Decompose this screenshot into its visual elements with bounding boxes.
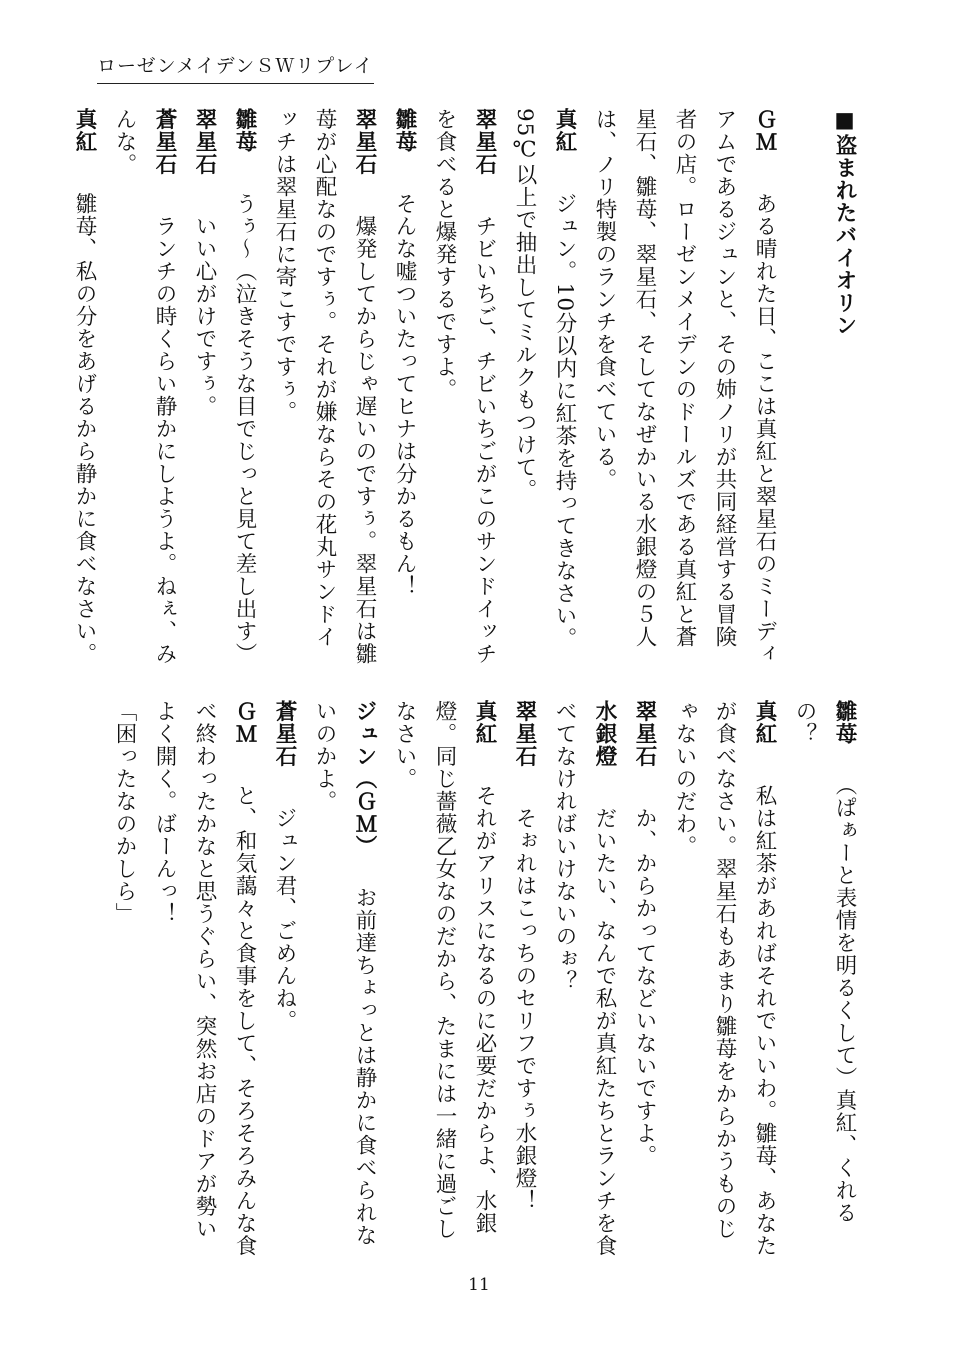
speaker-name: 翠星石	[192, 108, 217, 198]
dialogue-line	[104, 700, 144, 1260]
speaker-name: 翠星石	[472, 108, 497, 198]
dialogue-line	[264, 700, 304, 1260]
dialogue-line	[504, 700, 544, 1260]
dialogue-text: 私は紅茶があればそれでいいわ。雛苺、あなたが食べなさい。翠星石もあまり雛苺をからかうものじゃないのだわ。	[672, 700, 777, 1258]
speaker-name: 翠星石	[632, 700, 657, 790]
dialogue-line	[304, 700, 384, 1260]
speaker-name: ジュン（ＧＭ）	[352, 700, 377, 870]
dialogue-text: だいたい、なんで私が真紅たちとランチを食べてなければいけないのぉ？	[552, 700, 617, 1258]
upper-dialogue	[64, 108, 784, 668]
speaker-name: ＧＭ	[752, 108, 777, 176]
speaker-name: 翠星石	[512, 700, 537, 790]
section-heading: ■盗まれたバイオリン	[832, 108, 857, 337]
dialogue-line	[624, 700, 664, 1260]
speaker-name: 雛苺	[232, 108, 257, 176]
dialogue-line	[144, 700, 264, 1260]
dialogue-line	[64, 108, 104, 668]
speaker-name: ＧＭ	[232, 700, 257, 768]
dialogue-text: か、からかってなどいないですよ。	[632, 807, 657, 1168]
dialogue-line	[784, 700, 864, 1260]
dialogue-text: ジュン。10分以内に紅茶を持ってきなさい。95℃以上で抽出してミルクもつけて。	[512, 108, 577, 650]
dialogue-line	[184, 108, 224, 668]
dialogue-text: ある晴れた日、ここは真紅と翠星石のミーディアムであるジュンと、その姉ノリが共同経営する冒険者の店。ローゼンメイデンのドールズである真紅と蒼星石、雛苺、翠星石、そしてなぜかいる水銀燈の５人は、ノリ特製のランチを食べている。	[592, 108, 777, 666]
dialogue-line	[544, 700, 624, 1260]
speaker-name: 真紅	[552, 108, 577, 176]
dialogue-text: そんな嘘ついたってヒナは分かるもん！	[392, 192, 417, 598]
dialogue-line	[504, 108, 584, 668]
dialogue-line	[664, 700, 784, 1260]
speaker-name: 蒼星石	[272, 700, 297, 790]
dialogue-text: それがアリスになるのに必要だからよ、水銀燈。同じ薔薇乙女なのだから、たまには一緒に過ごしなさい。	[392, 700, 497, 1240]
dialogue-text: お前達ちょっとは静かに食べられないのかよ。	[312, 700, 377, 1247]
dialogue-text: うぅ～（泣きそうな目でじっと見て差し出す）	[232, 192, 257, 666]
dialogue-text: そぉれはこっちのセリフですぅ水銀燈！	[512, 807, 537, 1213]
speaker-name: 水銀燈	[592, 700, 617, 790]
speaker-name: 真紅	[472, 700, 497, 768]
page-number: 11	[468, 1275, 490, 1295]
speaker-name: 蒼星石	[152, 108, 177, 198]
speaker-name: 雛苺	[832, 700, 857, 768]
dialogue-text: と、和気藹々と食事をして、そろそろみんな食べ終わったかなと思うぐらい、突然お店のドアが勢いよく開く。ばーんっ！	[152, 700, 257, 1258]
dialogue-line	[584, 108, 784, 668]
dialogue-text: ジュン君、ごめんね。	[272, 807, 297, 1033]
speaker-name: 真紅	[752, 700, 777, 768]
dialogue-line	[424, 108, 504, 668]
lower-section	[104, 700, 864, 1260]
dialogue-line	[104, 108, 184, 668]
dialogue-line	[384, 108, 424, 668]
dialogue-text: （ぱぁーと表情を明るくして）真紅、くれるの？	[792, 700, 857, 1224]
dialogue-text: 「困ったなのかしら」	[112, 700, 137, 925]
speaker-name: 雛苺	[392, 108, 417, 176]
dialogue-text: ランチの時くらい静かにしようよ。ねぇ、みんな。	[112, 108, 177, 666]
dialogue-text: 雛苺、私の分をあげるから静かに食べなさい。	[72, 192, 97, 666]
dialogue-line	[224, 108, 264, 668]
dialogue-line	[264, 108, 384, 668]
upper-section	[64, 108, 864, 668]
dialogue-text: 爆発してからじゃ遅いのですぅ。翠星石は雛苺が心配なのですぅ。それが嫌ならその花丸サンドイッチは翠星石に寄こすですぅ。	[272, 108, 377, 666]
dialogue-line	[384, 700, 504, 1260]
speaker-name: 翠星石	[352, 108, 377, 198]
dialogue-text: いい心がけですぅ。	[192, 215, 217, 418]
speaker-name: 真紅	[72, 108, 97, 176]
running-header: ローゼンメイデンＳＷリプレイ	[97, 51, 374, 84]
lower-dialogue	[104, 700, 864, 1260]
dialogue-text: チビいちご、チビいちごがこのサンドイッチを食べると爆発するですよ。	[432, 108, 497, 666]
